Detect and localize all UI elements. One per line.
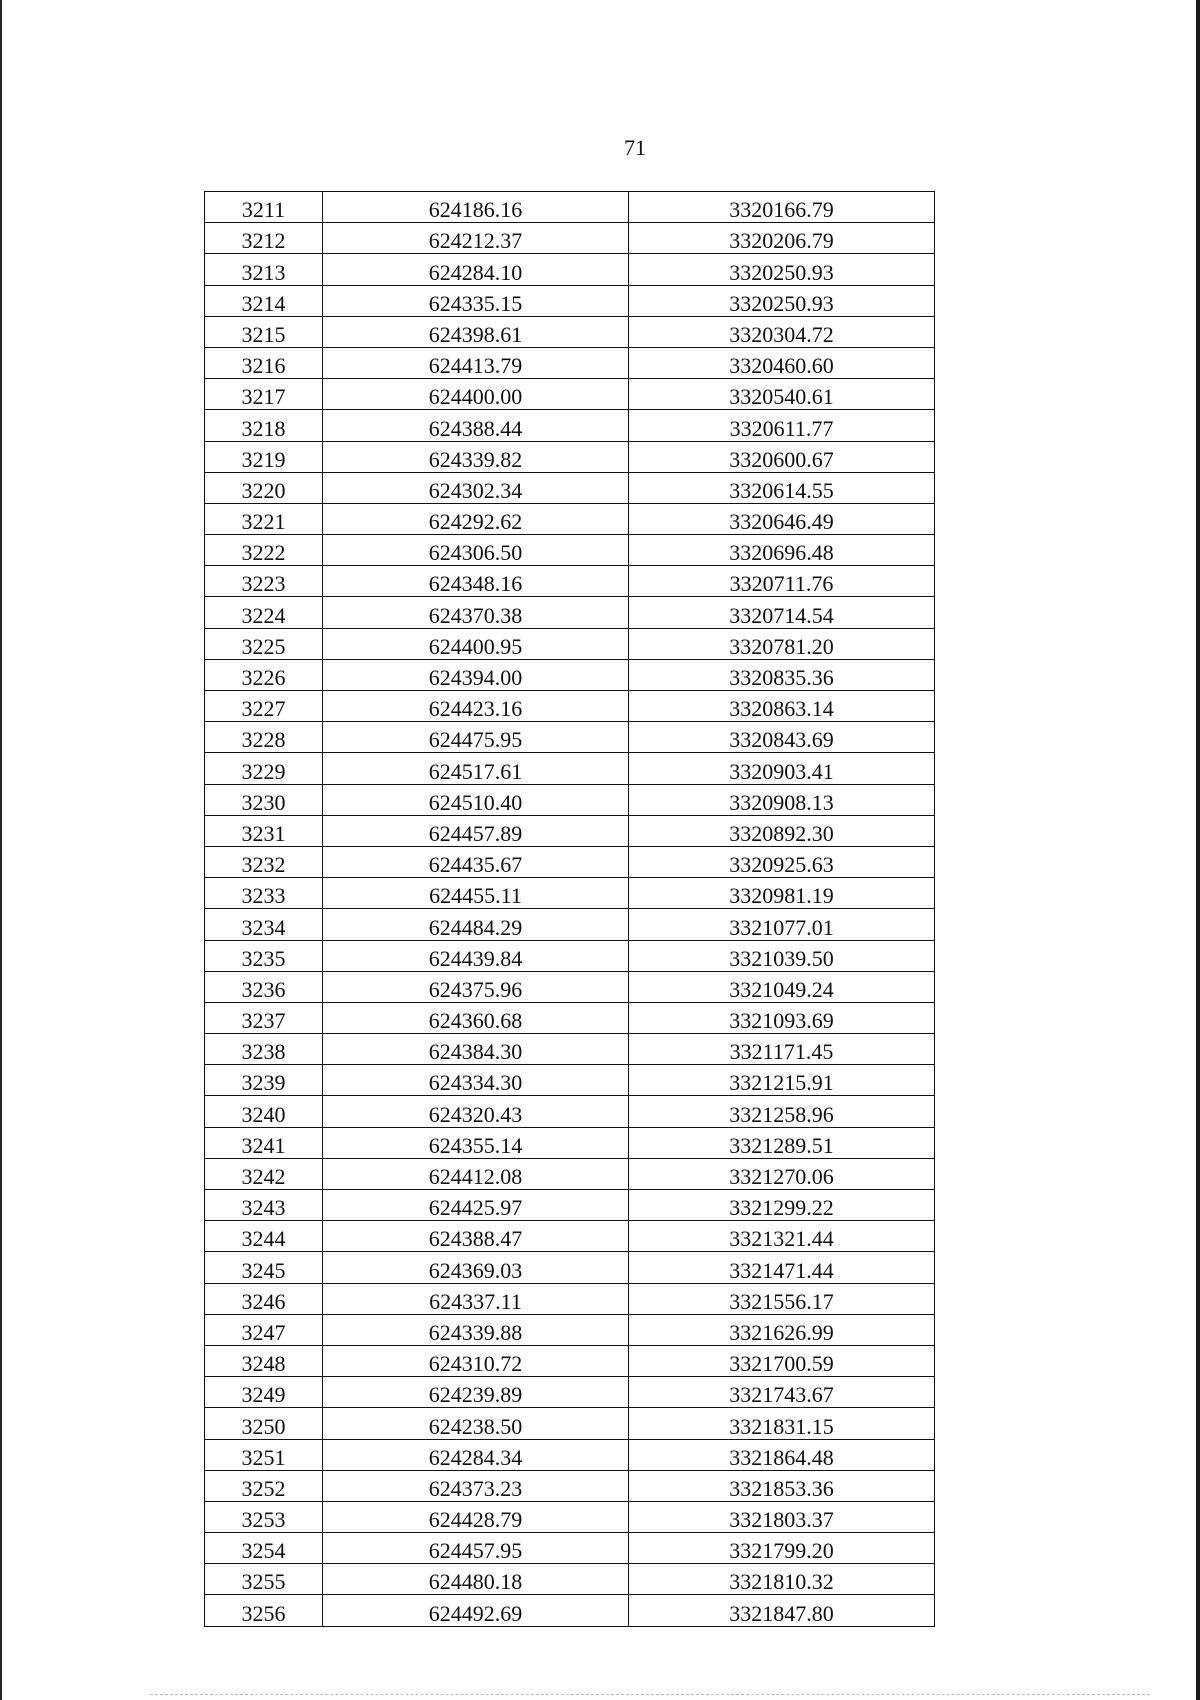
x-coordinate-cell: 624348.16: [323, 566, 629, 597]
x-coordinate-cell: 624428.79: [323, 1501, 629, 1532]
table-row: [205, 1002, 935, 1033]
y-coordinate-cell: 3320714.54: [629, 597, 935, 628]
point-id-cell: 3222: [205, 535, 323, 566]
point-id-cell: 3229: [205, 753, 323, 784]
y-coordinate-cell: 3320892.30: [629, 815, 935, 846]
table-row: [205, 566, 935, 597]
y-coordinate-cell: 3320835.36: [629, 659, 935, 690]
y-coordinate-cell: 3320711.76: [629, 566, 935, 597]
y-coordinate-cell: 3321215.91: [629, 1065, 935, 1096]
point-id-cell: 3235: [205, 940, 323, 971]
table-row: [205, 815, 935, 846]
point-id-cell: 3227: [205, 691, 323, 722]
x-coordinate-cell: 624388.47: [323, 1221, 629, 1252]
y-coordinate-cell: 3321077.01: [629, 909, 935, 940]
table-row: [205, 441, 935, 472]
y-coordinate-cell: 3320540.61: [629, 379, 935, 410]
point-id-cell: 3211: [205, 192, 323, 223]
table-row: [205, 1221, 935, 1252]
point-id-cell: 3218: [205, 410, 323, 441]
x-coordinate-cell: 624398.61: [323, 316, 629, 347]
table-row: [205, 1595, 935, 1626]
point-id-cell: 3212: [205, 223, 323, 254]
point-id-cell: 3220: [205, 472, 323, 503]
x-coordinate-cell: 624412.08: [323, 1158, 629, 1189]
point-id-cell: 3243: [205, 1190, 323, 1221]
x-coordinate-cell: 624484.29: [323, 909, 629, 940]
x-coordinate-cell: 624284.34: [323, 1439, 629, 1470]
y-coordinate-cell: 3321853.36: [629, 1470, 935, 1501]
table-row: [205, 1127, 935, 1158]
y-coordinate-cell: 3321299.22: [629, 1190, 935, 1221]
table-row: [205, 722, 935, 753]
x-coordinate-cell: 624425.97: [323, 1190, 629, 1221]
table-row: [205, 1190, 935, 1221]
point-id-cell: 3219: [205, 441, 323, 472]
point-id-cell: 3254: [205, 1533, 323, 1564]
y-coordinate-cell: 3320781.20: [629, 628, 935, 659]
point-id-cell: 3213: [205, 254, 323, 285]
y-coordinate-cell: 3320925.63: [629, 846, 935, 877]
x-coordinate-cell: 624475.95: [323, 722, 629, 753]
y-coordinate-cell: 3320981.19: [629, 878, 935, 909]
point-id-cell: 3226: [205, 659, 323, 690]
point-id-cell: 3223: [205, 566, 323, 597]
y-coordinate-cell: 3320304.72: [629, 316, 935, 347]
table-row: [205, 1470, 935, 1501]
point-id-cell: 3245: [205, 1252, 323, 1283]
table-row: [205, 503, 935, 534]
table-row: [205, 192, 935, 223]
table-row: [205, 472, 935, 503]
point-id-cell: 3248: [205, 1345, 323, 1376]
table-row: [205, 1501, 935, 1532]
point-id-cell: 3240: [205, 1096, 323, 1127]
table-row: [205, 753, 935, 784]
point-id-cell: 3217: [205, 379, 323, 410]
y-coordinate-cell: 3321847.80: [629, 1595, 935, 1626]
y-coordinate-cell: 3321093.69: [629, 1002, 935, 1033]
y-coordinate-cell: 3321864.48: [629, 1439, 935, 1470]
point-id-cell: 3234: [205, 909, 323, 940]
table-row: [205, 347, 935, 378]
table-row: [205, 1158, 935, 1189]
y-coordinate-cell: 3321258.96: [629, 1096, 935, 1127]
x-coordinate-cell: 624284.10: [323, 254, 629, 285]
table-row: [205, 1533, 935, 1564]
y-coordinate-cell: 3320908.13: [629, 784, 935, 815]
scan-right-edge: [1196, 0, 1200, 1700]
table-row: [205, 1377, 935, 1408]
x-coordinate-cell: 624292.62: [323, 503, 629, 534]
point-id-cell: 3238: [205, 1034, 323, 1065]
point-id-cell: 3232: [205, 846, 323, 877]
x-coordinate-cell: 624384.30: [323, 1034, 629, 1065]
table-row: [205, 909, 935, 940]
x-coordinate-cell: 624334.30: [323, 1065, 629, 1096]
y-coordinate-cell: 3320614.55: [629, 472, 935, 503]
y-coordinate-cell: 3321803.37: [629, 1501, 935, 1532]
point-id-cell: 3251: [205, 1439, 323, 1470]
coordinates-table: [204, 191, 935, 1627]
table-row: [205, 1314, 935, 1345]
table-row: [205, 223, 935, 254]
x-coordinate-cell: 624306.50: [323, 535, 629, 566]
y-coordinate-cell: 3320166.79: [629, 192, 935, 223]
x-coordinate-cell: 624238.50: [323, 1408, 629, 1439]
table-row: [205, 254, 935, 285]
x-coordinate-cell: 624373.23: [323, 1470, 629, 1501]
table-row: [205, 1408, 935, 1439]
point-id-cell: 3225: [205, 628, 323, 659]
x-coordinate-cell: 624388.44: [323, 410, 629, 441]
point-id-cell: 3221: [205, 503, 323, 534]
y-coordinate-cell: 3321321.44: [629, 1221, 935, 1252]
x-coordinate-cell: 624320.43: [323, 1096, 629, 1127]
y-coordinate-cell: 3321810.32: [629, 1564, 935, 1595]
x-coordinate-cell: 624302.34: [323, 472, 629, 503]
y-coordinate-cell: 3321556.17: [629, 1283, 935, 1314]
point-id-cell: 3250: [205, 1408, 323, 1439]
y-coordinate-cell: 3321626.99: [629, 1314, 935, 1345]
x-coordinate-cell: 624400.95: [323, 628, 629, 659]
table-row: [205, 1564, 935, 1595]
x-coordinate-cell: 624400.00: [323, 379, 629, 410]
table-row: [205, 691, 935, 722]
table-row: [205, 1283, 935, 1314]
point-id-cell: 3228: [205, 722, 323, 753]
y-coordinate-cell: 3321171.45: [629, 1034, 935, 1065]
y-coordinate-cell: 3320600.67: [629, 441, 935, 472]
x-coordinate-cell: 624439.84: [323, 940, 629, 971]
point-id-cell: 3224: [205, 597, 323, 628]
y-coordinate-cell: 3320460.60: [629, 347, 935, 378]
y-coordinate-cell: 3320903.41: [629, 753, 935, 784]
y-coordinate-cell: 3321049.24: [629, 971, 935, 1002]
table-row: [205, 1096, 935, 1127]
point-id-cell: 3256: [205, 1595, 323, 1626]
point-id-cell: 3231: [205, 815, 323, 846]
table-row: [205, 1065, 935, 1096]
y-coordinate-cell: 3321700.59: [629, 1345, 935, 1376]
x-coordinate-cell: 624186.16: [323, 192, 629, 223]
table-row: [205, 1252, 935, 1283]
point-id-cell: 3247: [205, 1314, 323, 1345]
table-row: [205, 379, 935, 410]
x-coordinate-cell: 624339.88: [323, 1314, 629, 1345]
point-id-cell: 3249: [205, 1377, 323, 1408]
point-id-cell: 3246: [205, 1283, 323, 1314]
y-coordinate-cell: 3320250.93: [629, 285, 935, 316]
point-id-cell: 3216: [205, 347, 323, 378]
point-id-cell: 3230: [205, 784, 323, 815]
x-coordinate-cell: 624239.89: [323, 1377, 629, 1408]
x-coordinate-cell: 624369.03: [323, 1252, 629, 1283]
y-coordinate-cell: 3321289.51: [629, 1127, 935, 1158]
x-coordinate-cell: 624355.14: [323, 1127, 629, 1158]
x-coordinate-cell: 624337.11: [323, 1283, 629, 1314]
point-id-cell: 3242: [205, 1158, 323, 1189]
point-id-cell: 3253: [205, 1501, 323, 1532]
x-coordinate-cell: 624370.38: [323, 597, 629, 628]
table-row: [205, 940, 935, 971]
y-coordinate-cell: 3321039.50: [629, 940, 935, 971]
point-id-cell: 3239: [205, 1065, 323, 1096]
point-id-cell: 3237: [205, 1002, 323, 1033]
y-coordinate-cell: 3320863.14: [629, 691, 935, 722]
x-coordinate-cell: 624339.82: [323, 441, 629, 472]
y-coordinate-cell: 3321831.15: [629, 1408, 935, 1439]
table-row: [205, 628, 935, 659]
table-row: [205, 535, 935, 566]
x-coordinate-cell: 624455.11: [323, 878, 629, 909]
point-id-cell: 3214: [205, 285, 323, 316]
x-coordinate-cell: 624335.15: [323, 285, 629, 316]
scan-left-edge: [0, 0, 2, 1700]
point-id-cell: 3241: [205, 1127, 323, 1158]
page-number: 71: [624, 135, 646, 160]
y-coordinate-cell: 3321799.20: [629, 1533, 935, 1564]
y-coordinate-cell: 3321471.44: [629, 1252, 935, 1283]
table-row: [205, 971, 935, 1002]
point-id-cell: 3252: [205, 1470, 323, 1501]
x-coordinate-cell: 624517.61: [323, 753, 629, 784]
y-coordinate-cell: 3320206.79: [629, 223, 935, 254]
table-row: [205, 878, 935, 909]
table-row: [205, 316, 935, 347]
point-id-cell: 3236: [205, 971, 323, 1002]
y-coordinate-cell: 3320646.49: [629, 503, 935, 534]
x-coordinate-cell: 624457.89: [323, 815, 629, 846]
x-coordinate-cell: 624375.96: [323, 971, 629, 1002]
x-coordinate-cell: 624360.68: [323, 1002, 629, 1033]
point-id-cell: 3233: [205, 878, 323, 909]
x-coordinate-cell: 624480.18: [323, 1564, 629, 1595]
x-coordinate-cell: 624492.69: [323, 1595, 629, 1626]
x-coordinate-cell: 624510.40: [323, 784, 629, 815]
x-coordinate-cell: 624435.67: [323, 846, 629, 877]
table-row: [205, 285, 935, 316]
x-coordinate-cell: 624310.72: [323, 1345, 629, 1376]
point-id-cell: 3215: [205, 316, 323, 347]
table-row: [205, 846, 935, 877]
table-row: [205, 1345, 935, 1376]
table-row: [205, 784, 935, 815]
table-row: [205, 410, 935, 441]
y-coordinate-cell: 3320250.93: [629, 254, 935, 285]
table-row: [205, 659, 935, 690]
x-coordinate-cell: 624212.37: [323, 223, 629, 254]
table-row: [205, 1034, 935, 1065]
x-coordinate-cell: 624457.95: [323, 1533, 629, 1564]
point-id-cell: 3244: [205, 1221, 323, 1252]
table-row: [205, 597, 935, 628]
y-coordinate-cell: 3321270.06: [629, 1158, 935, 1189]
x-coordinate-cell: 624394.00: [323, 659, 629, 690]
y-coordinate-cell: 3321743.67: [629, 1377, 935, 1408]
x-coordinate-cell: 624423.16: [323, 691, 629, 722]
coordinates-table-body: [205, 192, 935, 1627]
table-row: [205, 1439, 935, 1470]
scan-bottom-mark: [150, 1694, 1150, 1695]
y-coordinate-cell: 3320696.48: [629, 535, 935, 566]
x-coordinate-cell: 624413.79: [323, 347, 629, 378]
y-coordinate-cell: 3320611.77: [629, 410, 935, 441]
y-coordinate-cell: 3320843.69: [629, 722, 935, 753]
point-id-cell: 3255: [205, 1564, 323, 1595]
